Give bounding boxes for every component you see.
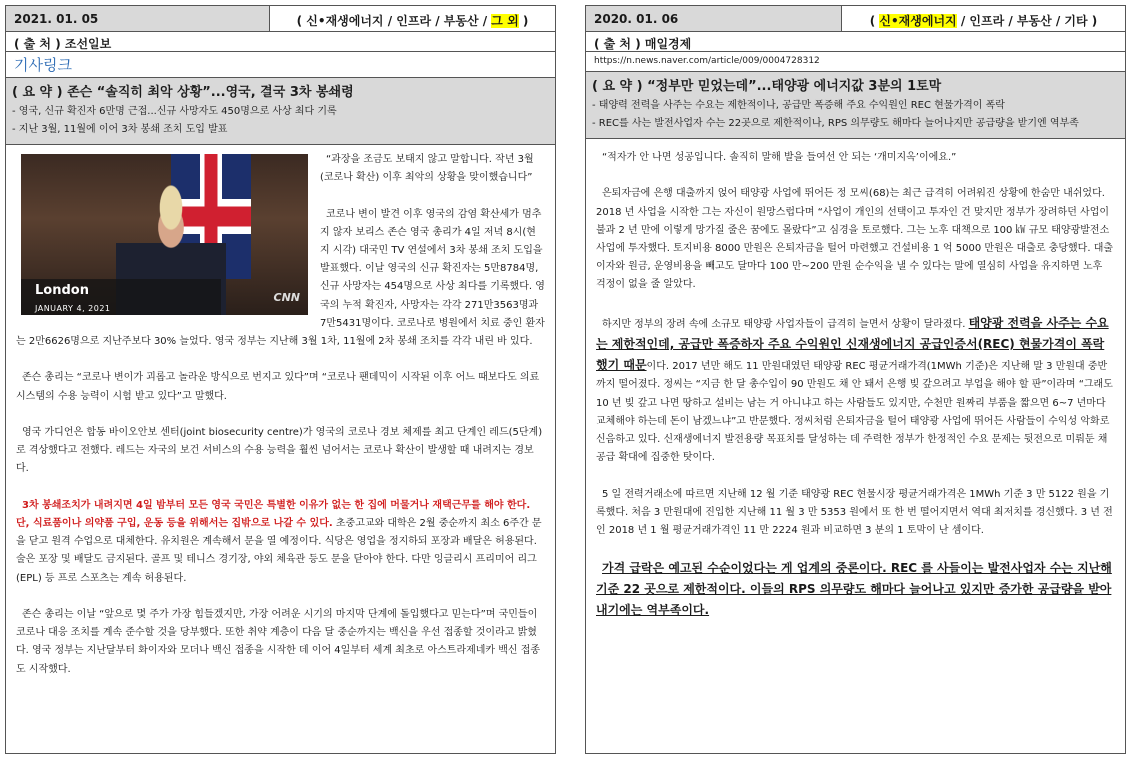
paragraph-lead: 하지만 정부의 장려 속에 소규모 태양광 사업자들이 급격히 늘면서 상황이 달라졌다.: [602, 318, 969, 330]
card-header: [586, 6, 1125, 32]
category-prefix: (: [869, 14, 880, 28]
category-list: [842, 6, 1125, 31]
body-paragraph: 영국 가디언은 합동 바이오안보 센터(joint biosecurity centre)가 영국의 코로나 경보 체제를 최고 단계인 레드(5단계)로 격상했다고 전했다. 레드는 자국의 보건 서비스의 수용 능력을 훨씬 넘어서는 코로나 확산이 발생할 때 내려지는 경보다.: [16, 427, 543, 475]
closing-paragraph: 가격 급락은 예고된 수순이었다는 게 업계의 중론이다. REC 를 사들이는 발전사업자 수는 지난해 기준 22 곳으로 제한적이다. 이들의 RPS 의무량도 해마다 늘어나고 있지만 증가한 공급량을 받아내기에는 역부족이다.: [596, 561, 1112, 618]
summary-title: ( 요 약 ) “정부만 믿었는데”...태양광 에너지값 3분의 1토막: [592, 79, 942, 94]
article-card-right: [585, 5, 1126, 754]
category-suffix: ): [518, 14, 529, 28]
body-paragraph: 5 일 전력거래소에 따르면 지난해 12 월 기준 태양광 REC 현물시장 평균거래가격은 1MWh 기준 3 만 5122 원을 기록했다. 처음 3 만원대에 진입한 지난해 11 월 3 만 5353 원에서 또 한 번 떨어지면서 역대 최저치를 경신했다. 3 년 전인 2018 년 1 월 평균거래가격인 11 만 2224 원과 비교하면 3 분의 1 토막이 난 셈이다.: [596, 488, 1113, 537]
category-selected: 신•재생에너지: [879, 14, 957, 28]
quote-paragraph: “과장을 조금도 보태지 않고 말합니다. 작년 3월(코로나 확산) 이후 최악의 상황을 맞이했습니다”: [320, 154, 534, 184]
summary-title: ( 요 약 ) 존슨 “솔직히 최악 상황”...영국, 결국 3차 봉쇄령: [12, 85, 354, 100]
summary-box: [6, 78, 555, 145]
article-url[interactable]: https://n.news.naver.com/article/009/0004728312: [586, 52, 1125, 72]
article-source: ( 출 처 ) 매일경제: [586, 32, 1125, 52]
body-paragraph: [16, 497, 545, 588]
photo-caption: [21, 279, 221, 315]
summary-line: - 영국, 신규 확진자 6만명 근접...신규 사망자도 450명으로 사상 최다 기록: [12, 106, 337, 117]
summary-box: [586, 72, 1125, 139]
body-paragraph: [596, 313, 1115, 468]
paragraph-rest: 이다. 2017 년만 해도 11 만원대였던 태양광 REC 평균거래가격(1MWh 기준)은 지난해 말 3 만원대 중반까지 떨어졌다. 정씨는 “지금 한 달 총수입이 90 만원도 채 안 돼서 은행 빚 갚으려고 부업을 해야 할 판”이라며 “그래도 10 년 빚 갚고 나면 땅하고 설비는 남는 거 아니냐고 하는 사람들도 있지만, 수천만 원짜리 부품을 짧으면 6~7 년마다 교체해야 하는데 돈이 남겠느냐”고 반문했다. 정씨처럼 은퇴자금을 털어 태양광 사업에 뛰어든 사람들이 수익성 악화로 신음하고 있다. 신재생에너지 발전용량 목표치를 달성하는 데 주력한 정부가 한정적인 수요 문제는 뒷전으로 미뤄둔 채 공급 확대에 집중한 탓이다.: [596, 361, 1113, 464]
category-prefix: ( 신•재생에너지 / 인프라 / 부동산 /: [296, 14, 492, 28]
summary-line: - REC를 사는 발전사업자 수는 22곳으로 제한적이나, RPS 의무량도 해마다 늘어나지만 공급량을 받기엔 역부족: [592, 118, 1079, 129]
cnn-logo: CNN: [273, 290, 300, 304]
emphasized-text: 태양광 전력을 사주는 수요는 제한적인데, 공급만 폭증하자 주요 수익원인 신재생에너지 공급인증서(REC) 현물가격이 폭락했기 때문: [596, 315, 1109, 373]
category-selected: 그 외: [491, 14, 519, 28]
body-paragraph: 은퇴자금에 은행 대출까지 얹어 태양광 사업에 뛰어든 정 모씨(68)는 최근 급격히 어려워진 상황에 한숨만 내쉬었다. 2018 년 사업을 시작한 그는 자신이 원망스럽다며 “사업이 개인의 선택이고 투자인 건 맞지만 정부가 장려하던 사업이 불과 2 년 만에 이렇게 망가질 줄은 꿈에도 몰랐다”고 심경을 토로했다. 그는 노후 대책으로 100 ㎾ 규모 태양광발전소 사업에 투자했다. 토지비용 8000 만원은 은퇴자금을 털어 마련했고 건설비용 1 억 5000 만원은 대출로 충당했다. 대출 이자와 원금, 운영비용을 빼고도 달마다 100 만~200 만원 순수익을 낼 수 있다는 말에 열심히 사업을 유지하면 노후 걱정이 없을 줄 알았다.: [596, 188, 1114, 291]
red-followup-text: 초중고교와 대학은 2월 중순까지 최소 6주간 문을 닫고 원격 수업으로 대체한다. 유치원은 계속해서 문을 열 예정이다. 식당은 영업을 정지하되 포장과 배달은 허용된다. 술은 포장 및 배달도 금지된다. 골프 및 테니스 경기장, 야외 체육관 등도 문을 닫아야 한다. 다만 잉글리시 프리미어 리그(EPL) 등 프로 스포츠는 계속 허용된다.: [16, 518, 542, 584]
card-header: [6, 6, 555, 32]
article-body: [6, 145, 555, 703]
article-source: ( 출 처 ) 조선일보: [6, 32, 555, 52]
caption-date: JANUARY 4, 2021: [35, 304, 111, 314]
body-paragraph: 존슨 총리는 이날 “앞으로 몇 주가 가장 힘들겠지만, 가장 어려운 시기의 마지막 단계에 돌입했다고 믿는다”며 국민들이 코로나 대응 조치를 계속 준수할 것을 당부했다. 또한 취약 계층이 다음 달 중순까지는 백신을 우선 접종할 것이라고 밝혔다. 영국 정부는 지난달부터 화이자와 모더나 백신 접종을 시작한 데 이어 4일부터 세계 최초로 아스트라제네카 백신 접종도 시작했다.: [16, 609, 541, 675]
highlighted-red-text: 3차 봉쇄조치가 내려지면 4일 밤부터 모든 영국 국민은 특별한 이유가 없는 한 집에 머물거나 재택근무를 해야 한다. 단, 식료품이나 의약품 구입, 운동 등을 위해서는 집밖으로 나갈 수 있다.: [16, 499, 531, 529]
article-card-left: [5, 5, 556, 754]
caption-place: London: [35, 283, 89, 298]
article-link[interactable]: 기사링크: [6, 52, 555, 78]
article-date: 2021. 01. 05: [6, 6, 270, 31]
news-photo: [21, 154, 308, 315]
category-list: [270, 6, 555, 31]
body-paragraph: 존슨 총리는 “코로나 변이가 괴롭고 놀라운 방식으로 번지고 있다”며 “코로나 팬데믹이 시작된 이후 어느 때보다도 의료 시스템의 수용 능력이 시험 받고 있다”고 말했다.: [16, 372, 540, 402]
quote-paragraph: “적자가 안 나면 성공입니다. 솔직히 말해 발을 들여선 안 되는 ‘개미지옥’이에요.”: [602, 152, 957, 163]
article-date: 2020. 01. 06: [586, 6, 842, 31]
summary-line: - 지난 3월, 11월에 이어 3차 봉쇄 조치 도입 발표: [12, 124, 228, 135]
body-paragraph: 코로나 변이 발견 이후 영국의 감염 확산세가 멈추지 않자 보리스 존슨 영국 총리가 4일 저녁 8시(현지 시각) 대국민 TV 연설에서 3차 봉쇄 조치 도입을 발표했다. 이날 영국의 신규 확진자는 5만8784명, 신규 사망자는 454명으로 사상 최다를 기록했다. 영국의 누적 확진자, 사망자는 각각 271만3563명과 7만5431명이다. 코로나로 병원에서 치료 중인 환자는 2만6626명으로 지난주보다 30% 늘었다. 영국 정부는 지난해 3월 1차, 11월에 2차 봉쇄 조치를 각각 내린 바 있다.: [16, 208, 545, 348]
category-suffix: / 인프라 / 부동산 / 기타 ): [956, 14, 1098, 28]
summary-line: - 태양력 전력을 사주는 수요는 제한적이나, 공급만 폭증해 주요 수익원인 REC 현물가격이 폭락: [592, 100, 1005, 111]
article-body: [586, 139, 1125, 646]
